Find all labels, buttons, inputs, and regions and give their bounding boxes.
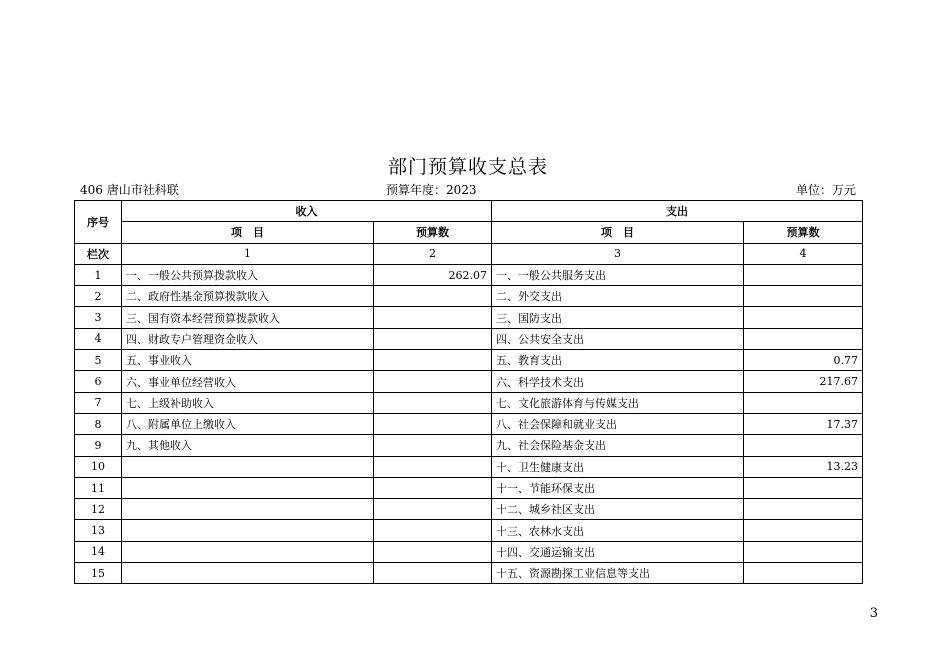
expenditure-amount-cell: 217.67 [744,371,863,392]
income-amount-cell [374,350,492,371]
income-item-cell: 五、事业收入 [122,350,374,371]
expenditure-item-cell: 五、教育支出 [492,350,744,371]
table-row [75,563,863,584]
income-item-cell [122,541,374,562]
income-item-cell: 一、一般公共预算拨款收入 [122,264,374,285]
budget-year-label: 预算年度：2023 [386,183,477,197]
expenditure-item-cell: 三、国防支出 [492,307,744,328]
income-item-cell: 八、附属单位上缴收入 [122,413,374,434]
column-index-3: 3 [492,243,744,264]
table-row [75,350,863,371]
table-row [75,456,863,477]
row-number: 1 [75,264,122,285]
expenditure-item-cell: 七、文化旅游体育与传媒支出 [492,392,744,413]
table-row [75,264,863,285]
income-item-header: 项 目 [122,222,374,243]
income-item-cell: 二、政府性基金预算拨款收入 [122,286,374,307]
row-number: 4 [75,328,122,349]
expenditure-item-header: 项 目 [492,222,744,243]
column-index-2: 2 [374,243,492,264]
header-row-top [75,201,863,222]
seq-header: 序号 [75,201,122,244]
income-amount-cell [374,477,492,498]
table-row [75,499,863,520]
budget-summary-table [74,200,863,584]
expenditure-amount-header: 预算数 [744,222,863,243]
expenditure-amount-cell [744,264,863,285]
expenditure-amount-cell [744,435,863,456]
income-amount-cell [374,499,492,520]
income-item-cell [122,520,374,541]
expenditure-amount-cell: 17.37 [744,413,863,434]
column-index-label: 栏次 [75,243,122,264]
table-row [75,435,863,456]
income-item-cell: 七、上级补助收入 [122,392,374,413]
income-amount-cell [374,435,492,456]
income-amount-cell [374,328,492,349]
table-row [75,371,863,392]
expenditure-item-cell: 四、公共安全支出 [492,328,744,349]
column-index-row [75,243,863,264]
row-number: 7 [75,392,122,413]
expenditure-amount-cell: 0.77 [744,350,863,371]
income-item-cell: 九、其他收入 [122,435,374,456]
income-amount-cell [374,520,492,541]
expenditure-item-cell: 十一、节能环保支出 [492,477,744,498]
row-number: 5 [75,350,122,371]
expenditure-item-cell: 十四、交通运输支出 [492,541,744,562]
expenditure-item-cell: 八、社会保障和就业支出 [492,413,744,434]
table-row [75,392,863,413]
table-row [75,307,863,328]
income-amount-cell [374,456,492,477]
expenditure-amount-cell [744,307,863,328]
expenditure-item-cell: 十五、资源勘探工业信息等支出 [492,563,744,584]
expenditure-item-cell: 六、科学技术支出 [492,371,744,392]
header-row-sub [75,222,863,243]
table-row [75,541,863,562]
expenditure-amount-cell [744,328,863,349]
income-item-cell [122,499,374,520]
income-amount-cell [374,563,492,584]
expenditure-amount-cell [744,499,863,520]
expenditure-item-cell: 十三、农林水支出 [492,520,744,541]
row-number: 6 [75,371,122,392]
income-amount-cell [374,541,492,562]
expenditure-amount-cell [744,392,863,413]
income-amount-cell [374,307,492,328]
income-item-cell: 六、事业单位经营收入 [122,371,374,392]
table-row [75,413,863,434]
table-row [75,286,863,307]
row-number: 13 [75,520,122,541]
expenditure-item-cell: 十、卫生健康支出 [492,456,744,477]
row-number: 10 [75,456,122,477]
income-item-cell [122,456,374,477]
row-number: 8 [75,413,122,434]
row-number: 11 [75,477,122,498]
income-amount-cell [374,286,492,307]
unit-label: 单位：万元 [795,183,856,197]
income-header: 收入 [122,201,492,222]
income-amount-cell [374,371,492,392]
income-amount-header: 预算数 [374,222,492,243]
page-title: 部门预算收支总表 [387,156,548,178]
table-row [75,477,863,498]
income-amount-cell: 262.07 [374,264,492,285]
expenditure-amount-cell [744,541,863,562]
income-amount-cell [374,392,492,413]
organization-label: 406 唐山市社科联 [80,183,179,197]
expenditure-item-cell: 一、一般公共服务支出 [492,264,744,285]
expenditure-amount-cell: 13.23 [744,456,863,477]
row-number: 12 [75,499,122,520]
row-number: 2 [75,286,122,307]
row-number: 15 [75,563,122,584]
expenditure-item-cell: 二、外交支出 [492,286,744,307]
table-row [75,328,863,349]
expenditure-header: 支出 [492,201,863,222]
income-amount-cell [374,413,492,434]
expenditure-amount-cell [744,520,863,541]
expenditure-item-cell: 十二、城乡社区支出 [492,499,744,520]
row-number: 14 [75,541,122,562]
income-item-cell: 四、财政专户管理资金收入 [122,328,374,349]
expenditure-amount-cell [744,563,863,584]
row-number: 3 [75,307,122,328]
income-item-cell [122,563,374,584]
income-item-cell [122,477,374,498]
expenditure-item-cell: 九、社会保险基金支出 [492,435,744,456]
table-body [75,264,863,583]
expenditure-amount-cell [744,477,863,498]
column-index-4: 4 [744,243,863,264]
table-row [75,520,863,541]
expenditure-amount-cell [744,286,863,307]
column-index-1: 1 [122,243,374,264]
page-number: 3 [869,606,878,621]
income-item-cell: 三、国有资本经营预算拨款收入 [122,307,374,328]
row-number: 9 [75,435,122,456]
